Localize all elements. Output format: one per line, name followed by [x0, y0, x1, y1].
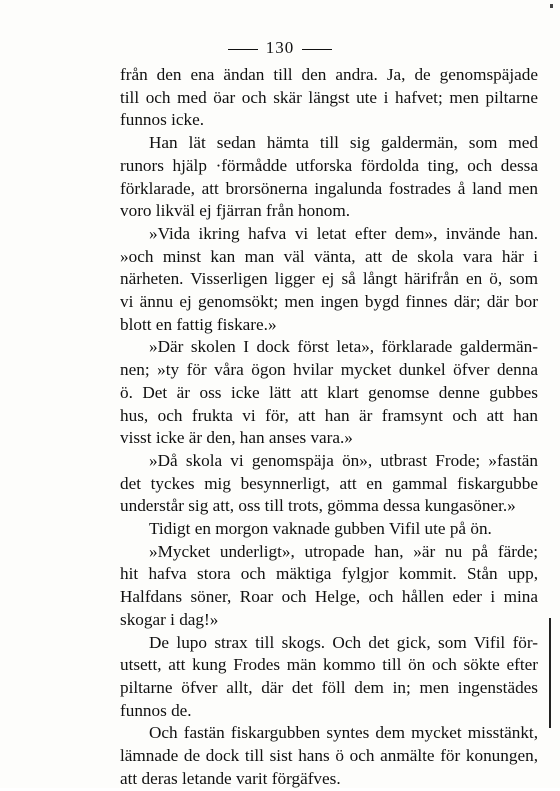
text-line: visst icke är den, han anses vara.»	[120, 428, 353, 448]
text-line: funnos icke.	[120, 110, 205, 130]
text-line: Tidigt en morgon vaknade gubben Vifil ute på ön.	[149, 519, 492, 539]
text-line: från den ena ändan till den andra. Ja, de genomspäjade	[120, 65, 538, 84]
page-number: 130	[265, 38, 295, 57]
text-line: hit hafva stora och mäktiga fylgjor kommit. Stån upp,	[120, 564, 538, 584]
text-line: att deras letande varit förgäfves.	[120, 768, 341, 788]
text-line: Halfdans söner, Roar och Helge, och hållen eder i mina	[120, 587, 538, 607]
text-line: »Mycket underligt», utropade han, »är nu på färde;	[149, 541, 538, 561]
text-line: »Där skolen I dock först leta», förklarade galdermän-	[149, 337, 538, 357]
text-line: runors hjälp ·förmådde utforska fördolda ting, och dessa	[120, 155, 538, 175]
text-line: ö. Det är oss icke lätt att klart genomse denne gubbes	[120, 382, 538, 402]
scan-speck	[550, 4, 553, 8]
header-dash-right	[302, 49, 332, 50]
text-line: Och fastän fiskargubben syntes dem mycket misstänkt,	[149, 723, 538, 743]
text-line: närheten. Visserligen ligger ej så långt härifrån en ö, som	[120, 269, 538, 289]
margin-mark	[549, 618, 551, 728]
text-line: förklarade, att brorsönerna ingalunda fostrades å land men	[120, 178, 538, 198]
text-line: lämnade de dock till sist hans ö och anmälte för konungen,	[120, 746, 538, 766]
body-text	[120, 64, 538, 791]
text-line: det tyckes mig besynnerligt, att en gammal fiskargubbe	[120, 473, 538, 493]
text-line: De lupo strax till skogs. Och det gick, som Vifil för-	[149, 632, 538, 652]
header-dash-left	[228, 49, 258, 50]
page-header	[0, 38, 560, 58]
text-line: voro likväl ej fjärran från honom.	[120, 201, 351, 221]
text-line: vi ännu ej genomsökt; men ingen bygd finnes där; där bor	[120, 292, 538, 312]
text-line: blott en fattig fiskare.»	[120, 314, 277, 334]
text-line: »Då skola vi genomspäja ön», utbrast Frode; »fastän	[149, 450, 538, 470]
text-line: utsett, att kung Frodes män kommo till ön och sökte efter	[120, 655, 538, 675]
text-line: till och med öar och skär längst ute i hafvet; men piltarne	[120, 87, 538, 107]
text-line: »Vida ikring hafva vi letat efter dem», invände han.	[149, 223, 538, 243]
text-line: Han lät sedan hämta till sig galdermän, som med	[149, 133, 538, 153]
text-line: »och minst kan man väl vänta, att de skola vara här i	[120, 246, 538, 266]
text-line: piltarne öfver allt, där det föll dem in; men ingenstädes	[120, 677, 538, 697]
text-line: funnos de.	[120, 700, 192, 720]
text-line: hus, och frukta vi för, att han är framsynt och att han	[120, 405, 538, 425]
text-line: understår sig att, oss till trots, gömma dessa kungasöner.»	[120, 496, 516, 516]
text-line: nen; »ty för våra ögon hvilar mycket dunkel öfver denna	[120, 360, 538, 380]
text-line: skogar i dag!»	[120, 609, 219, 629]
